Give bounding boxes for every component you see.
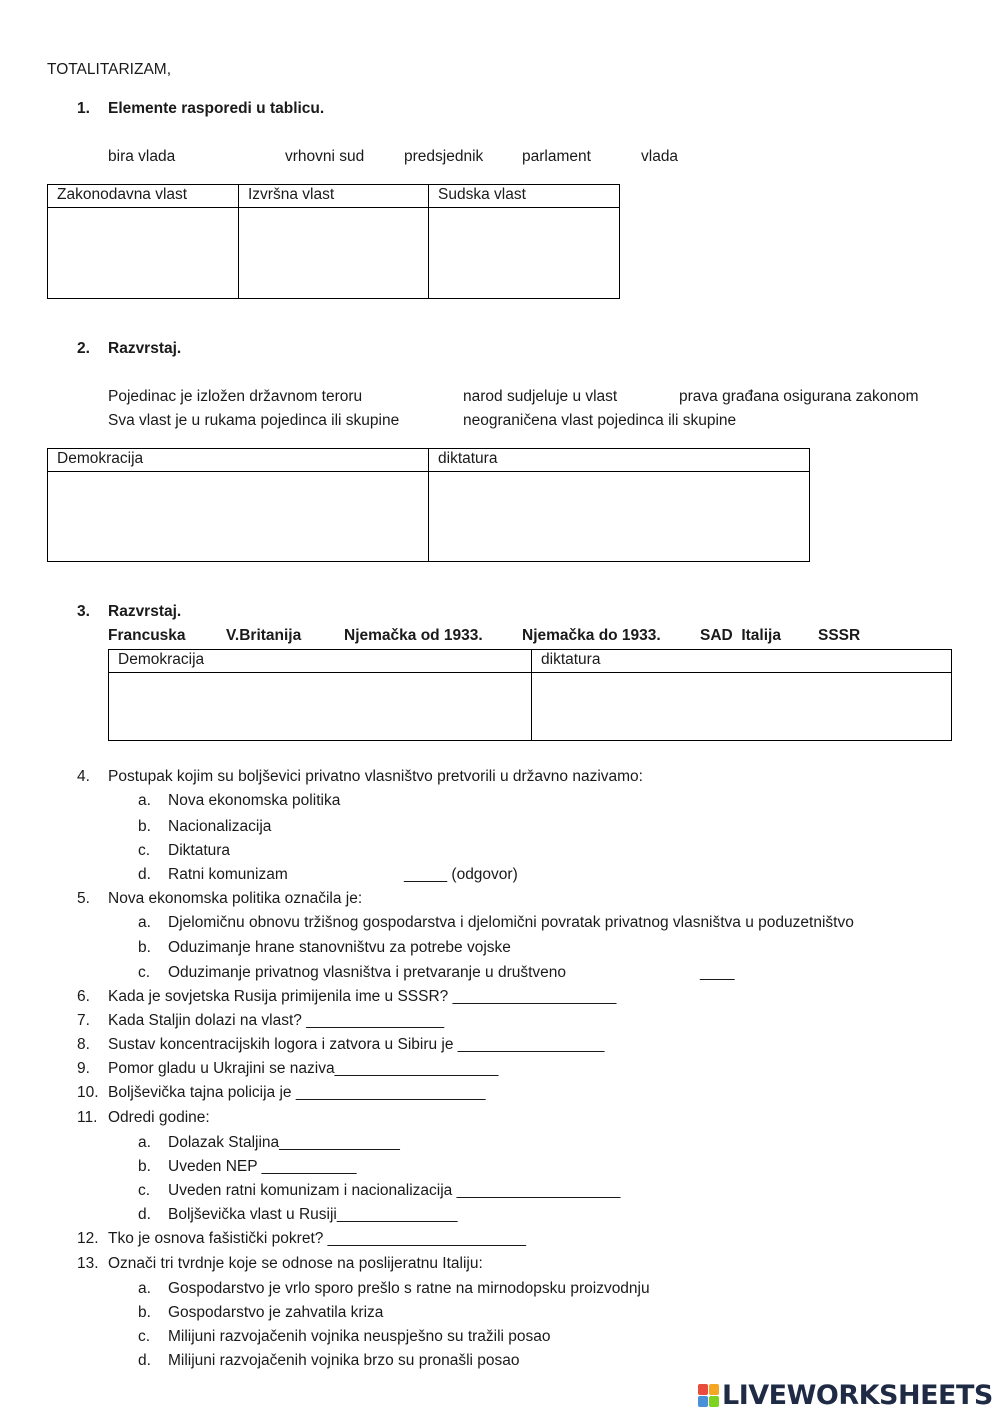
q11-option-letter: d. [138, 1206, 151, 1223]
q4-option-letter: d. [138, 866, 151, 883]
q11-option[interactable]: Boljševička vlast u Rusiji______________ [168, 1206, 458, 1223]
q13-text: Označi tri tvrdnje koje se odnose na poslijeratnu Italiju: [108, 1255, 483, 1272]
q8-text[interactable]: Sustav koncentracijskih logora i zatvora u Sibiru je _________________ [108, 1036, 605, 1053]
q2-number: 2. [77, 340, 90, 357]
q1-table [47, 184, 620, 299]
q1-prompt: Elemente rasporedi u tablicu. [108, 100, 325, 117]
q5-option: Oduzimanje hrane stanovništvu za potrebe vojske [168, 939, 511, 956]
q4-option: Diktatura [168, 842, 231, 859]
q3-drop-zone-dictatorship[interactable] [532, 673, 952, 741]
q1-word[interactable]: bira vlada [108, 148, 176, 165]
q11-option[interactable]: Dolazak Staljina______________ [168, 1134, 400, 1151]
q2-header-democracy: Demokracija [48, 449, 429, 472]
q2-item[interactable]: Pojedinac je izložen državnom teroru [108, 388, 363, 405]
q3-header-dictatorship: diktatura [532, 650, 952, 673]
q13-option[interactable]: Milijuni razvojačenih vojnika neuspješno su tražili posao [168, 1328, 551, 1345]
q2-drop-zone-democracy[interactable] [48, 472, 429, 562]
q12-number: 12. [77, 1230, 99, 1247]
q9-text[interactable]: Pomor gladu u Ukrajini se naziva___________________ [108, 1060, 499, 1077]
q2-header-dictatorship: diktatura [429, 449, 810, 472]
logo-text: LIVEWORKSHEETS [722, 1379, 993, 1411]
q3-header-democracy: Demokracija [109, 650, 532, 673]
q10-number: 10. [77, 1084, 99, 1101]
q13-option[interactable]: Gospodarstvo je zahvatila kriza [168, 1304, 384, 1321]
q2-drop-zone-dictatorship[interactable] [429, 472, 810, 562]
q4-option-letter: a. [138, 792, 151, 809]
q5-option: Djelomičnu obnovu tržišnog gospodarstva i djelomični povratak privatnog vlasništva u poduzetništvo [168, 914, 854, 931]
logo-mark-tile [698, 1396, 708, 1407]
q13-option-letter: c. [138, 1328, 151, 1345]
q13-option-letter: a. [138, 1280, 151, 1297]
q3-word[interactable]: V.Britanija [226, 627, 302, 644]
worksheet-title: TOTALITARIZAM, [47, 61, 172, 78]
q1-header-legislative: Zakonodavna vlast [48, 185, 239, 208]
q13-option[interactable]: Milijuni razvojačenih vojnika brzo su pronašli posao [168, 1352, 520, 1369]
q1-drop-zone-judicial[interactable] [429, 208, 620, 299]
logo-mark-icon [698, 1384, 719, 1407]
q2-item[interactable]: narod sudjeluje u vlast [463, 388, 618, 405]
q3-word[interactable]: Njemačka od 1933. [344, 627, 483, 644]
q1-word[interactable]: vlada [641, 148, 679, 165]
q8-number: 8. [77, 1036, 90, 1053]
q6-text[interactable]: Kada je sovjetska Rusija primijenila ime u SSSR? ___________________ [108, 988, 617, 1005]
q3-table [108, 649, 952, 741]
q4-option: Ratni komunizam [168, 866, 288, 883]
logo-mark-tile [709, 1396, 719, 1407]
q7-text[interactable]: Kada Staljin dolazi na vlast? ________________ [108, 1012, 445, 1029]
q13-option-letter: d. [138, 1352, 151, 1369]
q5-number: 5. [77, 890, 90, 907]
q3-word[interactable]: SSSR [818, 627, 861, 644]
q1-drop-zone-executive[interactable] [239, 208, 429, 299]
liveworksheets-logo [698, 1378, 993, 1412]
q1-word[interactable]: vrhovni sud [285, 148, 365, 165]
logo-mark-tile [698, 1384, 708, 1395]
q2-item[interactable]: neograničena vlast pojedinca ili skupine [463, 412, 737, 429]
q7-number: 7. [77, 1012, 90, 1029]
q11-option[interactable]: Uveden ratni komunizam i nacionalizacija ___________________ [168, 1182, 621, 1199]
q3-number: 3. [77, 603, 90, 620]
q13-number: 13. [77, 1255, 99, 1272]
q11-text: Odredi godine: [108, 1109, 210, 1126]
logo-mark-tile [709, 1384, 719, 1395]
q2-item[interactable]: prava građana osigurana zakonom [679, 388, 919, 405]
q1-drop-zone-legislative[interactable] [48, 208, 239, 299]
q11-option[interactable]: Uveden NEP ___________ [168, 1158, 357, 1175]
q3-word[interactable]: Njemačka do 1933. [522, 627, 661, 644]
q12-text[interactable]: Tko je osnova fašistički pokret? _______________________ [108, 1230, 526, 1247]
q4-option-letter: c. [138, 842, 151, 859]
q5-answer-field[interactable]: ____ [700, 964, 735, 981]
q4-text: Postupak kojim su boljševici privatno vlasništvo pretvorili u državno nazivamo: [108, 768, 643, 785]
q4-option: Nova ekonomska politika [168, 792, 341, 809]
q2-item[interactable]: Sva vlast je u rukama pojedinca ili skupine [108, 412, 400, 429]
q11-option-letter: c. [138, 1182, 151, 1199]
q4-option-letter: b. [138, 818, 151, 835]
q2-table [47, 448, 810, 562]
q6-number: 6. [77, 988, 90, 1005]
q3-word[interactable]: Francuska [108, 627, 186, 644]
q1-number: 1. [77, 100, 90, 117]
q5-option-letter: c. [138, 964, 151, 981]
q5-option-letter: a. [138, 914, 151, 931]
q1-header-judicial: Sudska vlast [429, 185, 620, 208]
q3-prompt: Razvrstaj. [108, 603, 182, 620]
q10-text[interactable]: Boljševička tajna policija je ______________________ [108, 1084, 486, 1101]
q11-number: 11. [77, 1109, 98, 1126]
q13-option-letter: b. [138, 1304, 151, 1321]
q11-option-letter: b. [138, 1158, 151, 1175]
q4-number: 4. [77, 768, 90, 785]
q1-word[interactable]: parlament [522, 148, 591, 165]
q5-option-letter: b. [138, 939, 151, 956]
q9-number: 9. [77, 1060, 90, 1077]
q13-option[interactable]: Gospodarstvo je vrlo sporo prešlo s ratne na mirnodopsku proizvodnju [168, 1280, 650, 1297]
q2-prompt: Razvrstaj. [108, 340, 182, 357]
q5-option: Oduzimanje privatnog vlasništva i pretvaranje u društveno [168, 964, 567, 981]
q3-drop-zone-democracy[interactable] [109, 673, 532, 741]
q4-answer-field[interactable]: _____ (odgovor) [404, 866, 518, 883]
q4-option: Nacionalizacija [168, 818, 272, 835]
q3-word[interactable]: SAD Italija [700, 627, 781, 644]
q1-header-executive: Izvršna vlast [239, 185, 429, 208]
q11-option-letter: a. [138, 1134, 151, 1151]
q5-text: Nova ekonomska politika označila je: [108, 890, 363, 907]
q1-word[interactable]: predsjednik [404, 148, 484, 165]
